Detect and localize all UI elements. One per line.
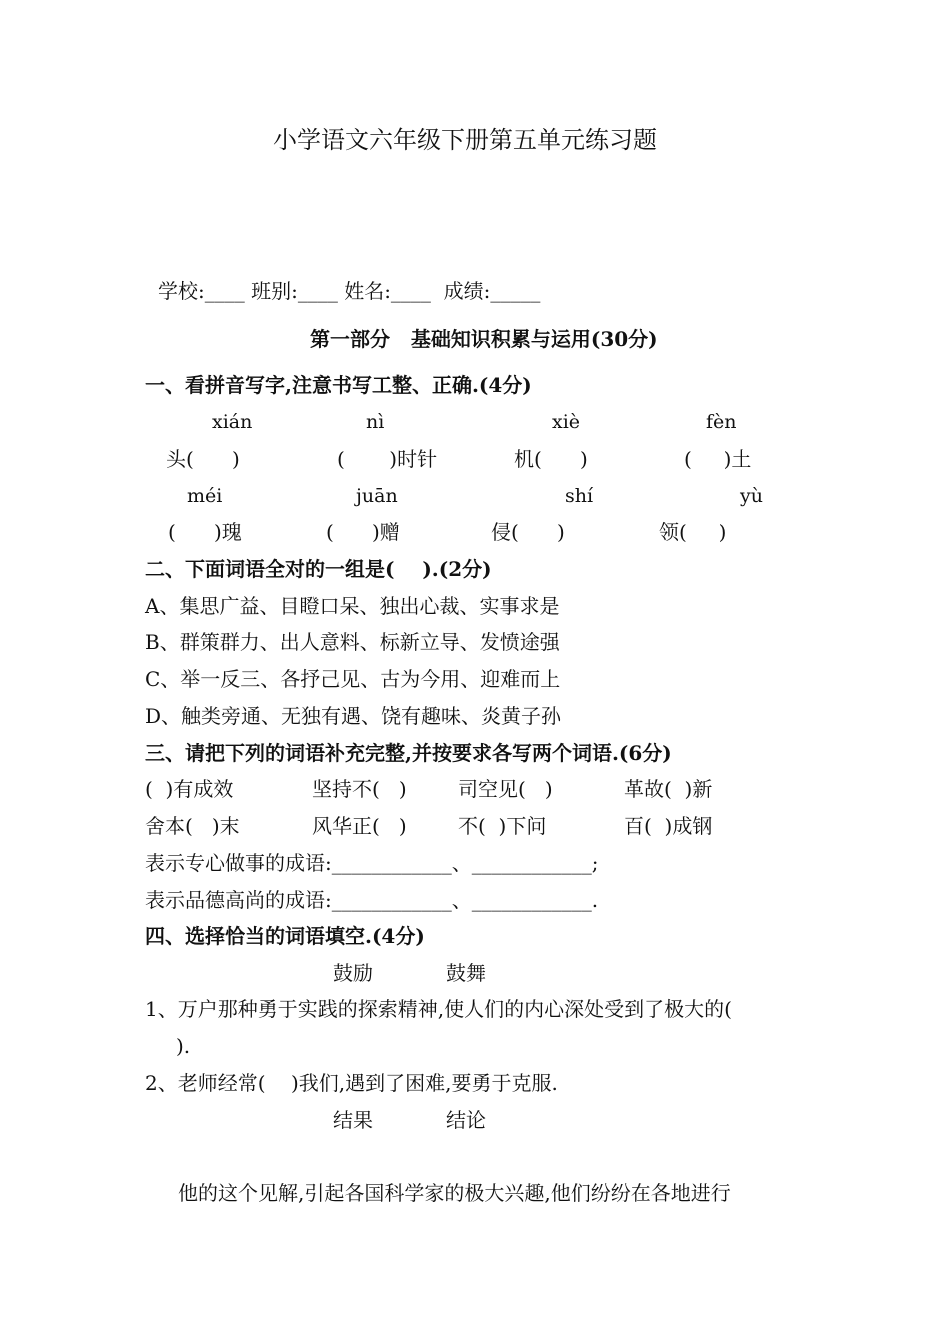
passage-text: 他的这个见解,引起各国科学家的极大兴趣,他们纷纷在各地进行 [178, 1181, 731, 1205]
pinyin-label: xiè [552, 411, 581, 433]
idiom-blank: 司空见( ) [458, 777, 553, 801]
word-choice: 结果 [333, 1108, 373, 1132]
idiom-blank: 舍本( )末 [145, 814, 240, 838]
character-blank: 机( ) [514, 447, 588, 471]
idiom-blank: 风华正( ) [312, 814, 407, 838]
word-choice: 鼓舞 [446, 961, 486, 985]
pinyin-label: juān [356, 485, 398, 507]
answer-option: C、举一反三、各抒己见、古为今用、迎难而上 [145, 667, 561, 691]
character-blank: ( )时针 [337, 447, 438, 471]
question-3-heading: 三、请把下列的词语补充完整,并按要求各写两个词语.(6分) [145, 741, 672, 765]
worksheet-title: 小学语文六年级下册第五单元练习题 [273, 126, 657, 154]
answer-option: D、触类旁通、无独有遇、饶有趣味、炎黄子孙 [145, 704, 562, 728]
idiom-blank: 革故( )新 [624, 777, 713, 801]
fill-item: 2、老师经常( )我们,遇到了困难,要勇于克服. [145, 1071, 558, 1095]
character-blank: 头( ) [166, 447, 240, 471]
fill-item: 1、万户那种勇于实践的探索精神,使人们的内心深处受到了极大的( [145, 997, 732, 1021]
pinyin-label: fèn [706, 411, 737, 433]
question-2-heading: 二、下面词语全对的一组是( ).(2分) [145, 557, 492, 581]
idiom-blank: 百( )成钢 [624, 814, 713, 838]
question-4-heading: 四、选择恰当的词语填空.(4分) [145, 924, 425, 948]
character-blank: 领( ) [659, 520, 727, 544]
question-1-heading: 一、看拼音写字,注意书写工整、正确.(4分) [145, 373, 532, 397]
pinyin-label: xián [212, 411, 253, 433]
word-choice: 结论 [446, 1108, 486, 1132]
idiom-write-line: 表示专心做事的成语:____________、____________; [145, 851, 599, 875]
idiom-blank: 坚持不( ) [312, 777, 407, 801]
pinyin-label: nì [366, 411, 385, 433]
idiom-write-line: 表示品德高尚的成语:____________、____________. [145, 888, 599, 912]
character-blank: ( )赠 [326, 520, 400, 544]
character-blank: ( )土 [684, 447, 752, 471]
character-blank: ( )瑰 [168, 520, 242, 544]
pinyin-label: méi [187, 485, 223, 507]
fill-item-continuation: ). [176, 1034, 191, 1058]
word-choice: 鼓励 [333, 961, 373, 985]
part-one-heading: 第一部分 基础知识积累与运用(30分) [310, 327, 658, 351]
character-blank: 侵( ) [491, 520, 565, 544]
idiom-blank: ( )有成效 [145, 777, 234, 801]
pinyin-label: yù [740, 485, 763, 507]
answer-option: B、群策群力、出人意料、标新立导、发愤途强 [145, 630, 560, 654]
answer-option: A、集思广益、目瞪口呆、独出心裁、实事求是 [145, 594, 560, 618]
student-info-line: 学校:____ 班别:____ 姓名:____ 成绩:_____ [158, 279, 541, 303]
idiom-blank: 不( )下问 [458, 814, 547, 838]
pinyin-label: shí [565, 485, 594, 507]
